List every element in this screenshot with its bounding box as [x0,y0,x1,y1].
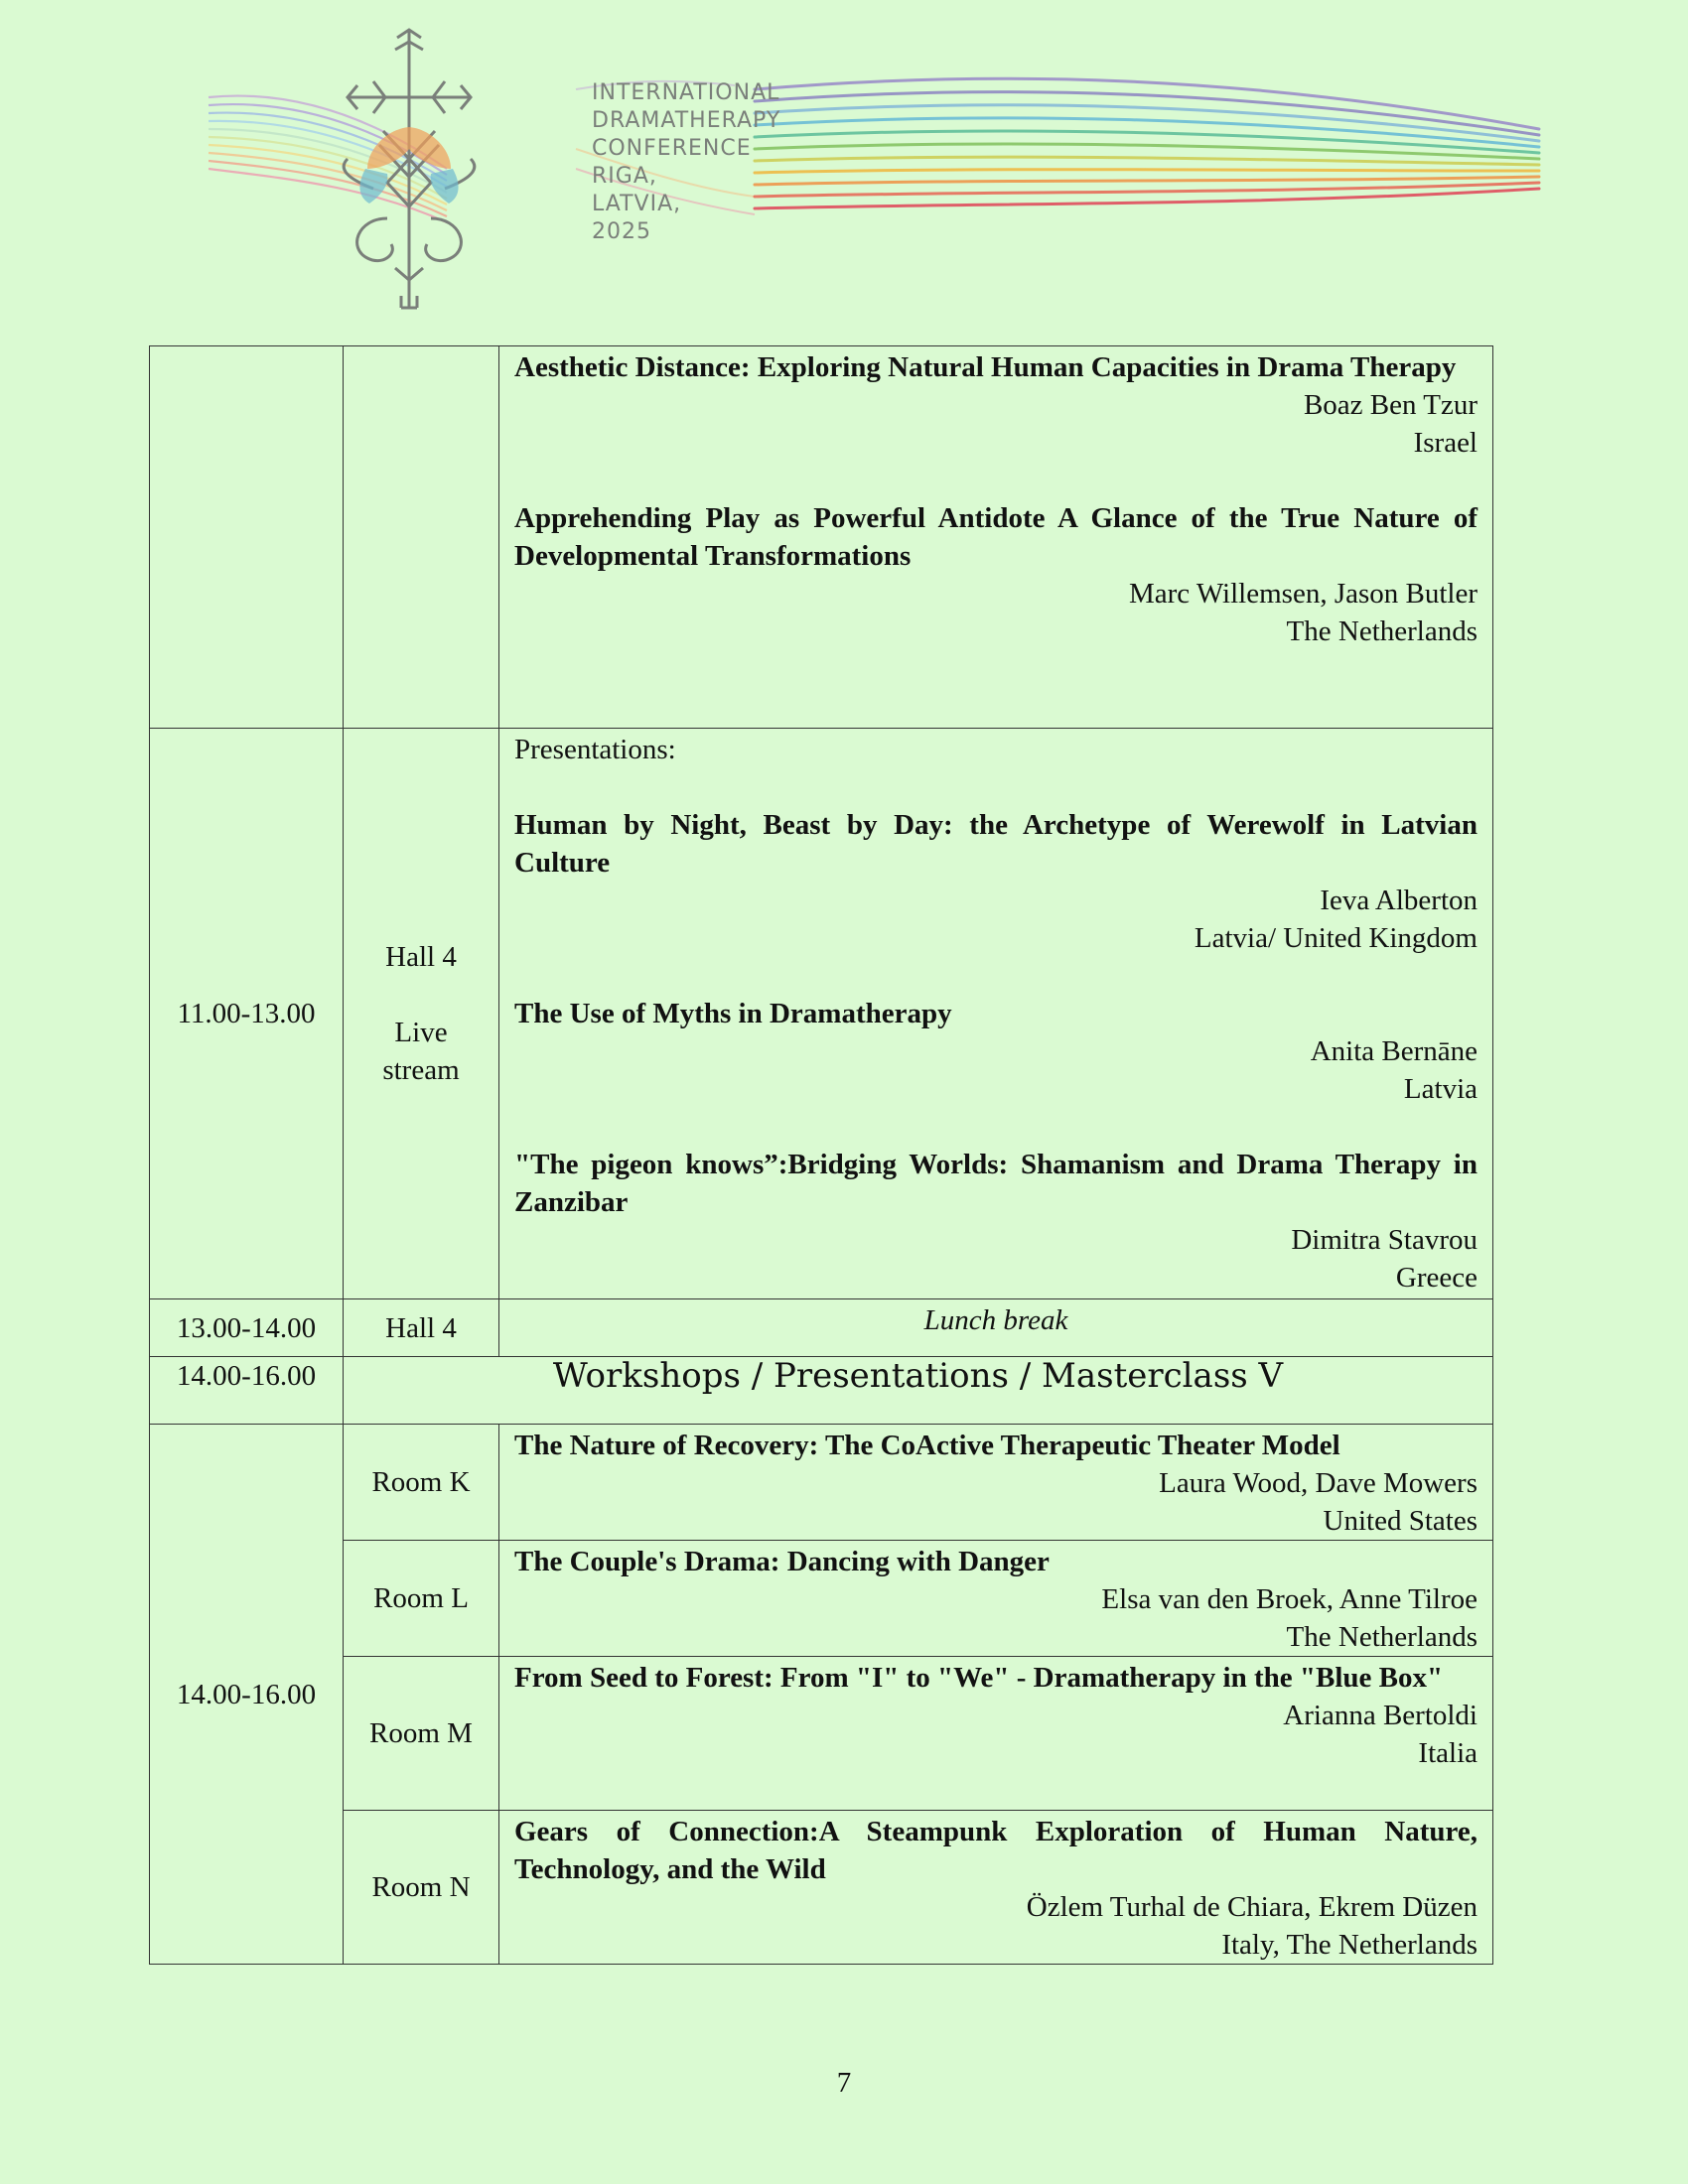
content-cell [499,1541,1493,1657]
session-title: "The pigeon knows”:Bridging Worlds: Shamanism and Drama Therapy in Zanzibar [514,1149,1477,1218]
room-cell: Room M [344,1657,499,1811]
session-authors: Ieva Alberton [1320,885,1477,916]
table-row [150,1811,1493,1965]
table-row [150,1541,1493,1657]
session-title: Aesthetic Distance: Exploring Natural Human Capacities in Drama Therapy [514,351,1457,383]
room-cell [344,346,499,729]
session-country: Italia [1418,1737,1477,1769]
conference-banner [199,20,1549,318]
session-country: The Netherlands [1286,615,1477,647]
session-authors: Laura Wood, Dave Mowers [1159,1467,1477,1499]
banner-line: RIGA, [592,164,657,189]
room-cell [344,729,499,1299]
content-cell [499,1811,1493,1965]
banner-line: 2025 [592,219,651,244]
session-title: Apprehending Play as Powerful Antidote A Glance of the True Nature of Developmental Transformations [514,502,1477,572]
table-row [150,1357,1493,1425]
section-heading: Workshops / Presentations / Masterclass V [344,1357,1493,1425]
session-authors: Dimitra Stavrou [1291,1224,1477,1256]
session-authors: Elsa van den Broek, Anne Tilroe [1101,1583,1477,1615]
table-row [150,1657,1493,1811]
time-cell: 11.00-13.00 [150,729,344,1299]
session-title: From Seed to Forest: From "I" to "We" - Dramatherapy in the "Blue Box" [514,1662,1444,1694]
room-cell: Room N [344,1811,499,1965]
session-title: Human by Night, Beast by Day: the Archetype of Werewolf in Latvian Culture [514,809,1477,879]
session-country: Latvia/ United Kingdom [1194,922,1477,954]
banner-line: CONFERENCE [592,136,752,161]
session-authors: Arianna Bertoldi [1283,1700,1477,1731]
table-row [150,1425,1493,1541]
presentations-label: Presentations: [514,734,676,765]
session-country: Greece [1395,1262,1477,1294]
session-authors: Anita Bernāne [1310,1035,1477,1067]
session-title: The Couple's Drama: Dancing with Danger [514,1546,1050,1577]
time-cell: 14.00-16.00 [150,1357,344,1425]
live-stream-label: Live stream [382,1017,460,1086]
room-cell: Room K [344,1425,499,1541]
session-country: Israel [1413,427,1477,459]
time-cell: 13.00-14.00 [150,1299,344,1357]
session-country: Latvia [1403,1073,1477,1105]
room-cell: Hall 4 [344,1299,499,1357]
content-cell [499,1657,1493,1811]
session-title: The Nature of Recovery: The CoActive Therapeutic Theater Model [514,1430,1340,1461]
content-cell [499,729,1493,1299]
table-row [150,729,1493,1299]
banner-line: DRAMATHERAPY [592,108,781,133]
session-title: Gears of Connection:A Steampunk Exploration of Human Nature, Technology, and the Wild [514,1816,1477,1885]
conference-title [592,79,780,246]
schedule-table [149,345,1493,1965]
room-label: Hall 4 [385,941,457,973]
content-cell [499,346,1493,729]
banner-line: INTERNATIONAL [592,80,780,105]
table-row [150,1299,1493,1357]
session-title: The Use of Myths in Dramatherapy [514,998,952,1029]
session-authors: Boaz Ben Tzur [1303,389,1477,421]
session-country: Italy, The Netherlands [1221,1929,1477,1961]
room-cell: Room L [344,1541,499,1657]
session-authors: Marc Willemsen, Jason Butler [1128,578,1477,610]
content-cell [499,1425,1493,1541]
session-country: United States [1323,1505,1477,1537]
time-cell [150,346,344,729]
table-row [150,346,1493,729]
rainbow-ornament-logo [199,20,1549,318]
session-authors: Özlem Turhal de Chiara, Ekrem Düzen [1026,1891,1477,1923]
page-number: 7 [836,2067,852,2099]
time-cell: 14.00-16.00 [150,1425,344,1965]
lunch-break: Lunch break [499,1299,1493,1357]
banner-line: LATVIA, [592,192,682,216]
session-country: The Netherlands [1286,1621,1477,1653]
